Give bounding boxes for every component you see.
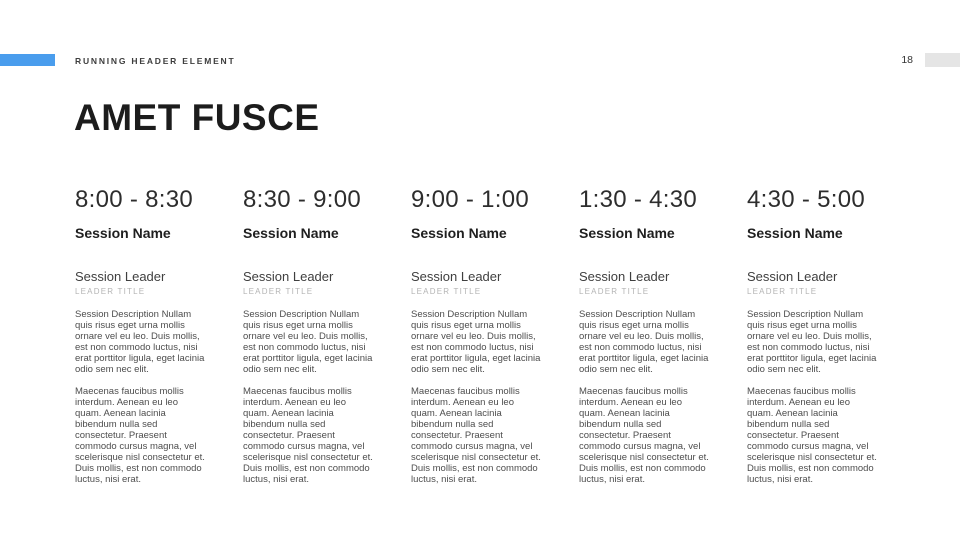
schedule-column	[75, 188, 206, 496]
leader-title: LEADER TITLE	[243, 287, 314, 296]
time-slot: 1:30 - 4:30	[579, 186, 698, 213]
page-number: 18	[901, 54, 913, 66]
schedule-column	[747, 188, 878, 496]
time-slot: 9:00 - 1:00	[411, 186, 530, 213]
header-accent-bar	[0, 54, 55, 66]
session-leader: Session Leader	[747, 269, 838, 284]
schedule-column	[411, 188, 542, 496]
leader-title: LEADER TITLE	[411, 287, 482, 296]
session-name: Session Name	[411, 225, 507, 241]
session-description: Session Description Nullam quis risus eget urna mollis ornare vel eu leo. Duis mollis, est non commodo luctus, nisi erat porttitor ligula, eget lacinia odio sem nec elit.	[243, 309, 373, 375]
session-leader: Session Leader	[75, 269, 166, 284]
session-description-2: Maecenas faucibus mollis interdum. Aenean eu leo quam. Aenean lacinia bibendum nulla sed consectetur. Praesent commodo cursus magna, vel scelerisque nisl consectetur et. Duis mollis, est non commodo luctus, nisi erat.	[411, 386, 541, 485]
session-leader: Session Leader	[411, 269, 502, 284]
header-right-accent-bar	[925, 53, 960, 67]
schedule-column	[579, 188, 710, 496]
time-slot: 8:00 - 8:30	[75, 186, 194, 213]
session-description: Session Description Nullam quis risus eget urna mollis ornare vel eu leo. Duis mollis, est non commodo luctus, nisi erat porttitor ligula, eget lacinia odio sem nec elit.	[75, 309, 205, 375]
time-slot: 4:30 - 5:00	[747, 186, 866, 213]
time-slot: 8:30 - 9:00	[243, 186, 362, 213]
session-name: Session Name	[75, 225, 171, 241]
session-leader: Session Leader	[243, 269, 334, 284]
session-description-2: Maecenas faucibus mollis interdum. Aenean eu leo quam. Aenean lacinia bibendum nulla sed consectetur. Praesent commodo cursus magna, vel scelerisque nisl consectetur et. Duis mollis, est non commodo luctus, nisi erat.	[747, 386, 877, 485]
schedule-column	[243, 188, 374, 496]
session-name: Session Name	[243, 225, 339, 241]
leader-title: LEADER TITLE	[579, 287, 650, 296]
session-description: Session Description Nullam quis risus eget urna mollis ornare vel eu leo. Duis mollis, est non commodo luctus, nisi erat porttitor ligula, eget lacinia odio sem nec elit.	[579, 309, 709, 375]
session-description-2: Maecenas faucibus mollis interdum. Aenean eu leo quam. Aenean lacinia bibendum nulla sed consectetur. Praesent commodo cursus magna, vel scelerisque nisl consectetur et. Duis mollis, est non commodo luctus, nisi erat.	[579, 386, 709, 485]
session-leader: Session Leader	[579, 269, 670, 284]
session-description-2: Maecenas faucibus mollis interdum. Aenean eu leo quam. Aenean lacinia bibendum nulla sed consectetur. Praesent commodo cursus magna, vel scelerisque nisl consectetur et. Duis mollis, est non commodo luctus, nisi erat.	[75, 386, 205, 485]
leader-title: LEADER TITLE	[75, 287, 146, 296]
session-name: Session Name	[747, 225, 843, 241]
page-title: AMET FUSCE	[74, 97, 320, 138]
session-name: Session Name	[579, 225, 675, 241]
session-description: Session Description Nullam quis risus eget urna mollis ornare vel eu leo. Duis mollis, est non commodo luctus, nisi erat porttitor ligula, eget lacinia odio sem nec elit.	[747, 309, 877, 375]
session-description: Session Description Nullam quis risus eget urna mollis ornare vel eu leo. Duis mollis, est non commodo luctus, nisi erat porttitor ligula, eget lacinia odio sem nec elit.	[411, 309, 541, 375]
session-description-2: Maecenas faucibus mollis interdum. Aenean eu leo quam. Aenean lacinia bibendum nulla sed consectetur. Praesent commodo cursus magna, vel scelerisque nisl consectetur et. Duis mollis, est non commodo luctus, nisi erat.	[243, 386, 373, 485]
leader-title: LEADER TITLE	[747, 287, 818, 296]
schedule-columns	[75, 188, 878, 496]
running-header-label: RUNNING HEADER ELEMENT	[75, 56, 236, 66]
